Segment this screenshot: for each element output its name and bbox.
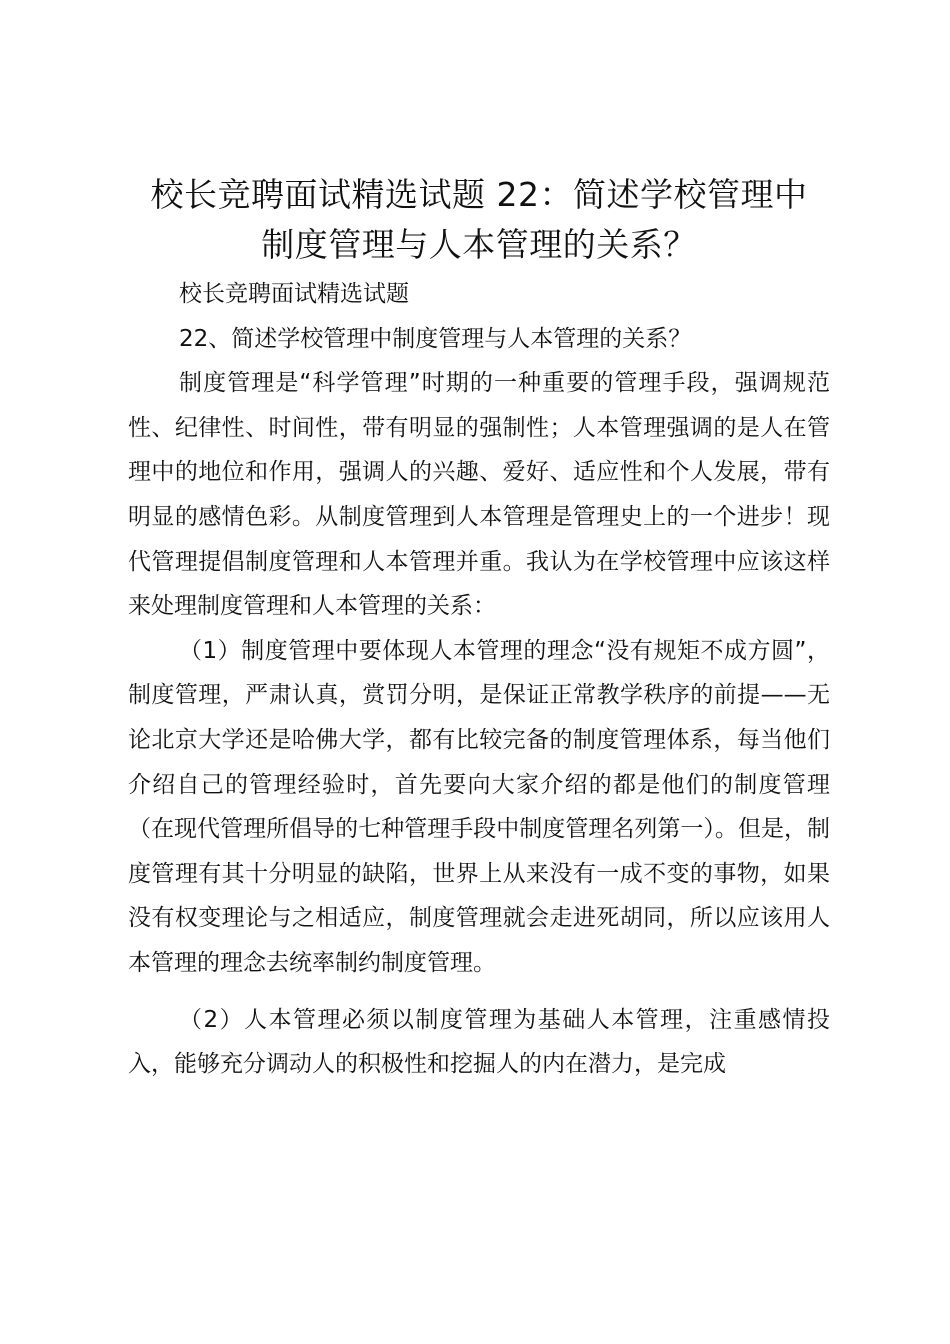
- document-title: [128, 170, 830, 270]
- paragraph-point-2: （2）人本管理必须以制度管理为基础人本管理，注重感情投入，能够充分调动人的积极性和挖掘人的内在潜力，是完成: [128, 1006, 830, 1078]
- title-line-1: 校长竞聘面试精选试题 22：简述学校管理中: [150, 175, 808, 214]
- document-page: [128, 170, 830, 1087]
- paragraph-intro: 制度管理是“科学管理”时期的一种重要的管理手段，强调规范性、纪律性、时间性，带有明显的强制性；人本管理强调的是人在管理中的地位和作用，强调人的兴趣、爱好、适应性和个人发展，带有明显的感情色彩。从制度管理到人本管理是管理史上的一个进步！现代管理提倡制度管理和人本管理并重。我认为在学校管理中应该这样来处理制度管理和人本管理的关系：: [128, 370, 830, 620]
- title-line-2: 制度管理与人本管理的关系？: [261, 225, 697, 264]
- paragraph-point-1: （1）制度管理中要体现人本管理的理念“没有规矩不成方圆”，制度管理，严肃认真，赏罚分明，是保证正常教学秩序的前提——无论北京大学还是哈佛大学，都有比较完备的制度管理体系，每当他们介绍自己的管理经验时，首先要向大家介绍的都是他们的制度管理（在现代管理所倡导的七种管理手段中制度管理名列第一）。但是，制度管理有其十分明显的缺陷，世界上从来没有一成不变的事物，如果没有权变理论与之相适应，制度管理就会走进死胡同，所以应该用人本管理的理念去统率制约制度管理。: [128, 637, 830, 976]
- paragraph-question: 22、简述学校管理中制度管理与人本管理的关系？: [179, 325, 692, 352]
- paragraph-subtitle: 校长竞聘面试精选试题: [179, 281, 409, 307]
